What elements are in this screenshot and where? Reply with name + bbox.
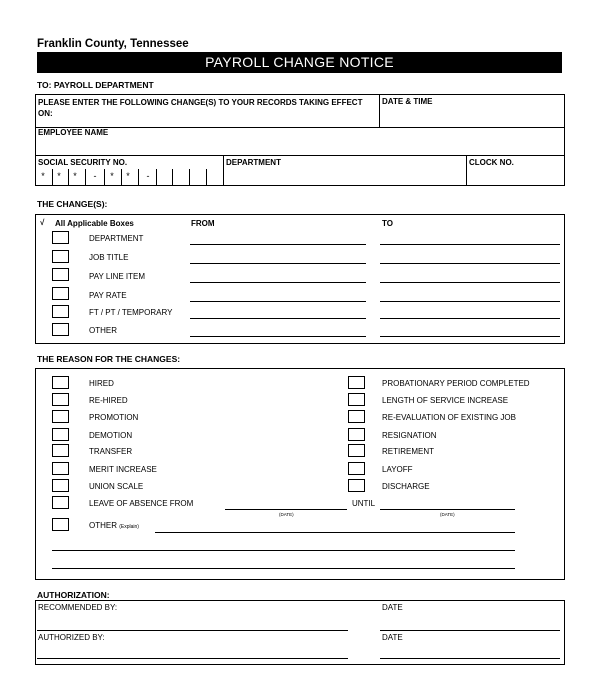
check-mark-icon: √: [40, 218, 45, 227]
until-label: UNTIL: [352, 499, 376, 508]
changes-heading: THE CHANGE(S):: [37, 199, 108, 209]
ssn-divider: [172, 169, 173, 185]
checkbox-hired[interactable]: [52, 376, 69, 389]
authorized-date-label: DATE: [382, 633, 403, 642]
divider: [35, 127, 565, 128]
ssn-divider: [68, 169, 69, 185]
change-item-label: OTHER: [89, 326, 117, 335]
to-pay-rate-field[interactable]: [380, 301, 560, 302]
employee-name-field[interactable]: [37, 139, 563, 154]
ssn-divider: [52, 169, 53, 185]
change-item-label: DEPARTMENT: [89, 234, 144, 243]
checkbox-ft-pt-temporary[interactable]: [52, 305, 69, 318]
date-hint: (DATE): [279, 512, 294, 517]
reason-label: PROBATIONARY PERIOD COMPLETED: [382, 379, 530, 388]
divider: [466, 155, 467, 186]
authorization-heading: AUTHORIZATION:: [37, 590, 110, 600]
reason-label: HIRED: [89, 379, 114, 388]
checkbox-other-change[interactable]: [52, 323, 69, 336]
recommended-date-field[interactable]: [380, 630, 560, 631]
ssn-divider: [206, 169, 207, 185]
ssn-divider: [189, 169, 190, 185]
leave-until-date-field[interactable]: [380, 509, 515, 510]
date-time-field[interactable]: [381, 108, 563, 126]
divider: [379, 94, 380, 127]
ssn-cell: *: [110, 171, 114, 181]
reason-label: UNION SCALE: [89, 482, 144, 491]
ssn-cell: -: [146, 171, 150, 181]
department-label: DEPARTMENT: [226, 158, 281, 167]
county-name: Franklin County, Tennessee: [37, 38, 189, 50]
other-label: OTHER: [89, 521, 117, 530]
recommended-by-label: RECOMMENDED BY:: [38, 603, 118, 612]
reason-label: PROMOTION: [89, 413, 139, 422]
from-pay-rate-field[interactable]: [190, 301, 366, 302]
from-label: FROM: [191, 219, 215, 228]
ssn-divider: [104, 169, 105, 185]
to-label: TO: [382, 219, 393, 228]
to-pay-line-item-field[interactable]: [380, 282, 560, 283]
ssn-cell: *: [126, 171, 130, 181]
reason-label: RETIREMENT: [382, 447, 434, 456]
from-ft-pt-field[interactable]: [190, 318, 366, 319]
reason-label: TRANSFER: [89, 447, 133, 456]
checkbox-department[interactable]: [52, 231, 69, 244]
checkbox-pay-rate[interactable]: [52, 287, 69, 300]
employee-name-label: EMPLOYEE NAME: [38, 128, 109, 137]
checkbox-resignation[interactable]: [348, 428, 365, 441]
ssn-cell: *: [73, 171, 77, 181]
checkbox-pay-line-item[interactable]: [52, 268, 69, 281]
reason-label: DISCHARGE: [382, 482, 430, 491]
leave-from-date-field[interactable]: [225, 509, 347, 510]
department-field[interactable]: [225, 169, 465, 185]
recommended-date-label: DATE: [382, 603, 403, 612]
checkbox-leave-of-absence[interactable]: [52, 496, 69, 509]
checkbox-merit-increase[interactable]: [52, 462, 69, 475]
to-other-field[interactable]: [380, 336, 560, 337]
checkbox-re-evaluation[interactable]: [348, 410, 365, 423]
other-explain-line-3[interactable]: [52, 568, 515, 569]
from-other-field[interactable]: [190, 336, 366, 337]
reason-label: DEMOTION: [89, 431, 133, 440]
divider: [223, 155, 224, 186]
ssn-divider: [156, 169, 157, 185]
change-item-label: FT / PT / TEMPORARY: [89, 308, 173, 317]
ssn-field[interactable]: [37, 169, 223, 185]
date-hint: (DATE): [440, 512, 455, 517]
effective-date-field[interactable]: [37, 107, 377, 125]
divider: [35, 155, 565, 156]
to-ft-pt-field[interactable]: [380, 318, 560, 319]
ssn-cell: [207, 169, 219, 184]
change-item-label: PAY LINE ITEM: [89, 272, 146, 281]
checkbox-re-hired[interactable]: [52, 393, 69, 406]
reasons-heading: THE REASON FOR THE CHANGES:: [37, 354, 181, 364]
reason-label: RE-EVALUATION OF EXISTING JOB: [382, 413, 516, 422]
reason-label: RESIGNATION: [382, 431, 437, 440]
ssn-cell: *: [41, 171, 45, 181]
ssn-label: SOCIAL SECURITY NO.: [38, 158, 128, 167]
change-item-label: JOB TITLE: [89, 253, 129, 262]
date-time-label: DATE & TIME: [382, 97, 433, 106]
checkbox-discharge[interactable]: [348, 479, 365, 492]
authorized-by-label: AUTHORIZED BY:: [38, 633, 105, 642]
change-item-label: PAY RATE: [89, 291, 127, 300]
ssn-divider: [85, 169, 86, 185]
other-explain-line-1[interactable]: [155, 532, 515, 533]
ssn-cell: -: [93, 171, 97, 181]
ssn-divider: [121, 169, 122, 185]
recommended-by-field[interactable]: [37, 630, 348, 631]
checkbox-promotion[interactable]: [52, 410, 69, 423]
from-pay-line-item-field[interactable]: [190, 282, 366, 283]
checkbox-job-title[interactable]: [52, 250, 69, 263]
effective-date-label: PLEASE ENTER THE FOLLOWING CHANGE(S) TO YOUR RECORDS TAKING EFFECT ON:: [38, 98, 363, 118]
all-applicable-label: All Applicable Boxes: [55, 219, 134, 228]
authorized-by-field[interactable]: [37, 658, 348, 659]
ssn-cell: *: [57, 171, 61, 181]
to-payroll-department: TO: PAYROLL DEPARTMENT: [37, 80, 154, 90]
reason-label: RE-HIRED: [89, 396, 128, 405]
form-title: PAYROLL CHANGE NOTICE: [37, 52, 562, 73]
clock-number-field[interactable]: [468, 169, 563, 185]
reason-label: MERIT INCREASE: [89, 465, 157, 474]
checkbox-other-reason[interactable]: [52, 518, 69, 531]
checkbox-retirement[interactable]: [348, 444, 365, 457]
to-job-title-field[interactable]: [380, 263, 560, 264]
from-job-title-field[interactable]: [190, 263, 366, 264]
from-department-field[interactable]: [190, 244, 366, 245]
checkbox-length-of-service[interactable]: [348, 393, 365, 406]
clock-number-label: CLOCK NO.: [469, 158, 514, 167]
checkbox-union-scale[interactable]: [52, 479, 69, 492]
explain-hint: (Explain): [119, 524, 139, 530]
ssn-divider: [138, 169, 139, 185]
reason-label: LAYOFF: [382, 465, 413, 474]
leave-of-absence-label: LEAVE OF ABSENCE FROM: [89, 499, 194, 508]
to-department-field[interactable]: [380, 244, 560, 245]
other-explain-line-2[interactable]: [52, 550, 515, 551]
authorized-date-field[interactable]: [380, 658, 560, 659]
checkbox-probationary-completed[interactable]: [348, 376, 365, 389]
checkbox-demotion[interactable]: [52, 428, 69, 441]
reason-label: LENGTH OF SERVICE INCREASE: [382, 396, 509, 405]
other-reason-label: [89, 521, 139, 530]
checkbox-layoff[interactable]: [348, 462, 365, 475]
checkbox-transfer[interactable]: [52, 444, 69, 457]
